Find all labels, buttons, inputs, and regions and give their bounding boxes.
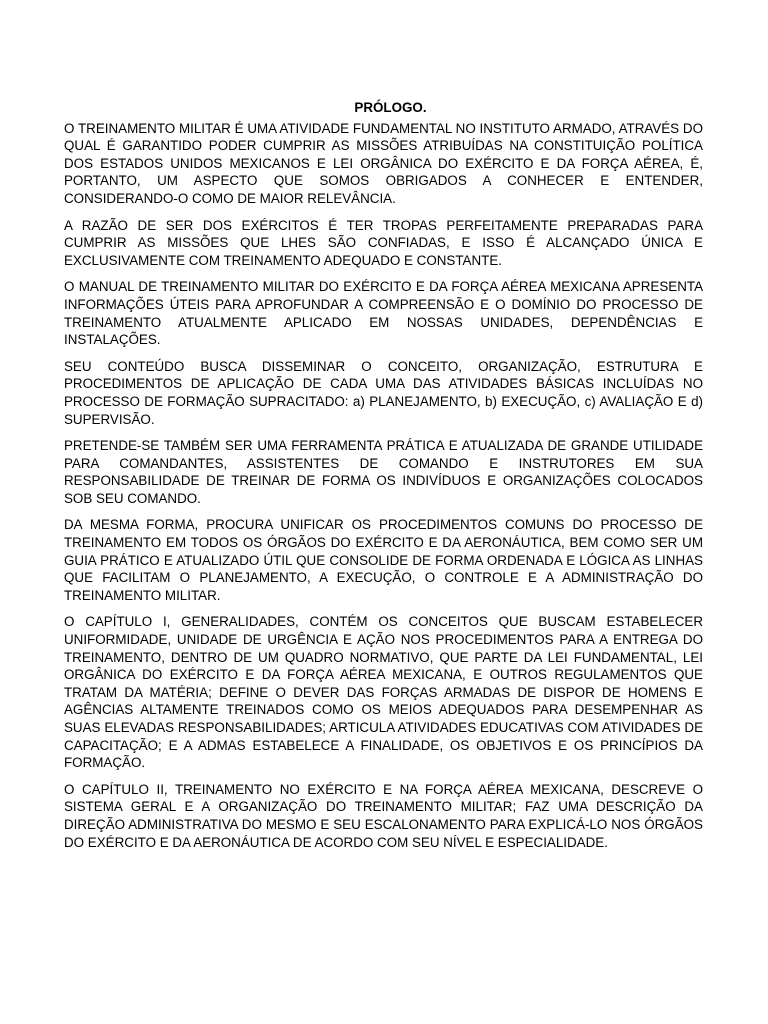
paragraph-5: PRETENDE-SE TAMBÉM SER UMA FERRAMENTA PRÁTICA E ATUALIZADA DE GRANDE UTILIDADE PARA COMANDANTES, ASSISTENTES DE COMANDO E INSTRUTORES EM SUA RESPONSABILIDADE DE TREINAR DE FORMA OS INDIVÍDUOS E ORGANIZAÇÕES COLOCADOS SOB SEU COMANDO.	[64, 438, 703, 506]
paragraph-6: DA MESMA FORMA, PROCURA UNIFICAR OS PROCEDIMENTOS COMUNS DO PROCESSO DE TREINAMENTO EM TODOS OS ÓRGÃOS DO EXÉRCITO E DA AERONÁUTICA, BEM COMO SER UM GUIA PRÁTICO E ATUALIZADO ÚTIL QUE CONSOLIDE DE FORMA ORDENADA E LÓGICA AS LINHAS QUE FACILITAM O PLANEJAMENTO, A EXECUÇÃO, O CONTROLE E A ADMINISTRAÇÃO DO TREINAMENTO MILITAR.	[64, 517, 703, 603]
document-page	[64, 99, 703, 860]
paragraph-3: O MANUAL DE TREINAMENTO MILITAR DO EXÉRCITO E DA FORÇA AÉREA MEXICANA APRESENTA INFORMAÇÕES ÚTEIS PARA APROFUNDAR A COMPREENSÃO E O DOMÍNIO DO PROCESSO DE TREINAMENTO ATUALMENTE APLICADO EM NOSSAS UNIDADES, DEPENDÊNCIAS E INSTALAÇÕES.	[64, 279, 703, 348]
paragraph-1: O TREINAMENTO MILITAR É UMA ATIVIDADE FUNDAMENTAL NO INSTITUTO ARMADO, ATRAVÉS DO QUAL É GARANTIDO PODER CUMPRIR AS MISSÕES ATRIBUÍDAS NA CONSTITUIÇÃO POLÍTICA DOS ESTADOS UNIDOS MEXICANOS E LEI ORGÂNICA DO EXÉRCITO E DA FORÇA AÉREA, É, PORTANTO, UM ASPECTO QUE SOMOS OBRIGADOS A CONHECER E ENTENDER, CONSIDERANDO-O COMO DE MAIOR RELEVÂNCIA.	[64, 120, 703, 206]
paragraph-2: A RAZÃO DE SER DOS EXÉRCITOS É TER TROPAS PERFEITAMENTE PREPARADAS PARA CUMPRIR AS MISSÕES QUE LHES SÃO CONFIADAS, E ISSO É ALCANÇADO ÚNICA E EXCLUSIVAMENTE COM TREINAMENTO ADEQUADO E CONSTANTE.	[64, 217, 703, 268]
document-title: PRÓLOGO.	[354, 100, 427, 115]
paragraph-8: O CAPÍTULO II, TREINAMENTO NO EXÉRCITO E NA FORÇA AÉREA MEXICANA, DESCREVE O SISTEMA GERAL E A ORGANIZAÇÃO DO TREINAMENTO MILITAR; FAZ UMA DESCRIÇÃO DA DIREÇÃO ADMINISTRATIVA DO MESMO E SEU ESCALONAMENTO PARA EXPLICÁ-LO NOS ÓRGÃOS DO EXÉRCITO E DA AERONÁUTICA DE ACORDO COM SEU NÍVEL E ESPECIALIDADE.	[64, 781, 703, 850]
paragraph-4: SEU CONTEÚDO BUSCA DISSEMINAR O CONCEITO, ORGANIZAÇÃO, ESTRUTURA E PROCEDIMENTOS DE APLICAÇÃO DE CADA UMA DAS ATIVIDADES BÁSICAS INCLUÍDAS NO PROCESSO DE FORMAÇÃO SUPRACITADO: a) PLANEJAMENTO, b) EXECUÇÃO, c) AVALIAÇÃO E d) SUPERVISÃO.	[64, 358, 703, 427]
paragraph-7: O CAPÍTULO I, GENERALIDADES, CONTÉM OS CONCEITOS QUE BUSCAM ESTABELECER UNIFORMIDADE, UNIDADE DE URGÊNCIA E AÇÃO NOS PROCEDIMENTOS PARA A ENTREGA DO TREINAMENTO, DENTRO DE UM QUADRO NORMATIVO, QUE PARTE DA LEI FUNDAMENTAL, LEI ORGÂNICA DO EXÉRCITO E DA FORÇA AÉREA MEXICANA, E OUTROS REGULAMENTOS QUE TRATAM DA MATÉRIA; DEFINE O DEVER DAS FORÇAS ARMADAS DE DISPOR DE HOMENS E AGÊNCIAS ALTAMENTE TREINADOS COMO OS MEIOS ADEQUADOS PARA DESEMPENHAR AS SUAS ELEVADAS RESPONSABILIDADES; ARTICULA ATIVIDADES EDUCATIVAS COM ATIVIDADES DE CAPACITAÇÃO; E A ADMAS ESTABELECE A FINALIDADE, OS OBJETIVOS E OS PRINCÍPIOS DA FORMAÇÃO.	[64, 614, 703, 771]
